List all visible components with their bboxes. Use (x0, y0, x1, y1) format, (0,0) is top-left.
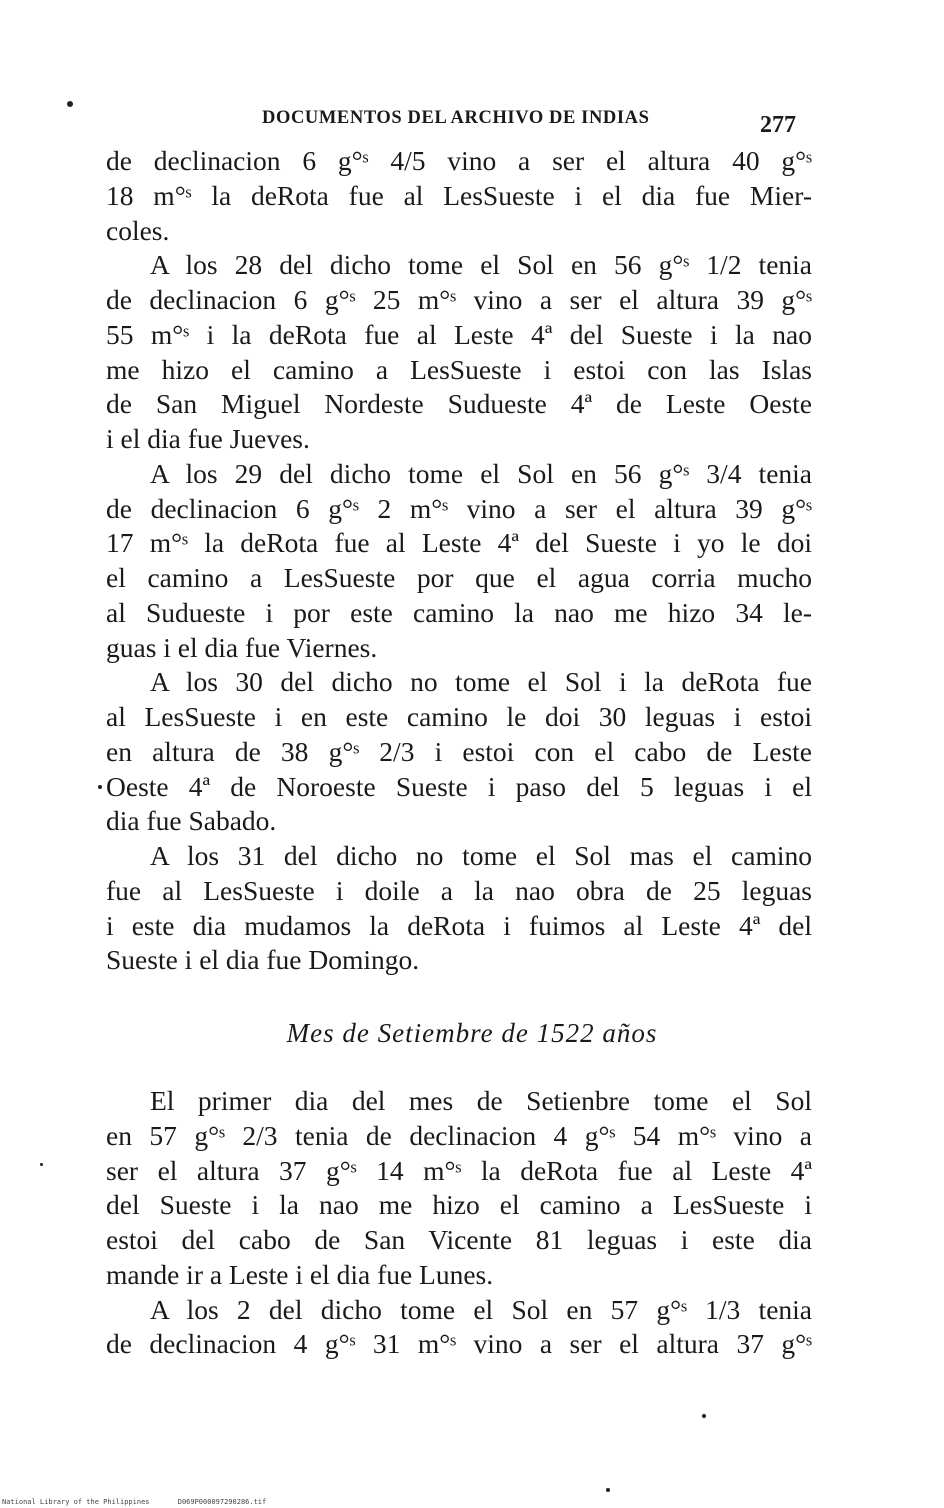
text-line: guas i el dia fue Viernes. (106, 631, 378, 663)
text-line: 18 m°ˢ la deRota fue al LesSueste i el dia fue Mier- (106, 179, 812, 211)
running-title: DOCUMENTOS DEL ARCHIVO DE INDIAS (262, 108, 650, 128)
text-line: 55 m°ˢ i la deRota fue al Leste 4ª del Sueste i la nao (106, 318, 812, 350)
text-line: i este dia mudamos la deRota i fuimos al Leste 4ª del (106, 909, 812, 941)
body-text (106, 144, 812, 978)
text-line: A los 30 del dicho no tome el Sol i la deRota fue (150, 666, 812, 698)
text-line: A los 29 del dicho tome el Sol en 56 g°ˢ 3/4 tenia (150, 457, 812, 489)
scan-speck (98, 785, 102, 789)
text-line: al Sudueste i por este camino la nao me hizo 34 le- (106, 596, 812, 628)
text-line: ser el altura 37 g°ˢ 14 m°ˢ la deRota fue al Leste 4ª (106, 1154, 812, 1186)
text-line: dia fue Sabado. (106, 805, 277, 837)
scan-speck (67, 101, 73, 107)
scan-footer (2, 1498, 290, 1506)
text-line: fue al LesSueste i doile a la nao obra de 25 leguas (106, 874, 812, 906)
scan-speck (702, 1414, 706, 1418)
text-line: 17 m°ˢ la deRota fue al Leste 4ª del Sueste i yo le doi (106, 527, 812, 559)
page-number: 277 (760, 112, 796, 138)
text-line: de San Miguel Nordeste Sudueste 4ª de Leste Oeste (106, 388, 812, 420)
text-line: de declinacion 6 g°ˢ 25 m°ˢ vino a ser el altura 39 g°ˢ (106, 284, 812, 315)
text-line: mande ir a Leste i el dia fue Lunes. (106, 1258, 494, 1290)
section-heading: Mes de Setiembre de 1522 años (286, 1018, 658, 1048)
footer-file-id: D069P000097290286.tif (177, 1498, 267, 1506)
section-text (106, 1084, 812, 1362)
text-line: me hizo el camino a LesSueste i estoi con las Islas (106, 353, 812, 385)
text-line: A los 31 del dicho no tome el Sol mas el camino (150, 840, 812, 871)
scan-speck (40, 1163, 43, 1166)
text-line: El primer dia del mes de Setienbre tome el Sol (150, 1085, 812, 1116)
text-line: coles. (106, 214, 170, 246)
text-line: del Sueste i la nao me hizo el camino a LesSueste i (106, 1189, 812, 1221)
text-line: de declinacion 4 g°ˢ 31 m°ˢ vino a ser el altura 37 g°ˢ (106, 1328, 812, 1360)
text-line: A los 2 del dicho tome el Sol en 57 g°ˢ 1/3 tenia (150, 1293, 812, 1325)
text-line: en altura de 38 g°ˢ 2/3 i estoi con el cabo de Leste (106, 735, 812, 767)
text-line: el camino a LesSueste por que el agua corria mucho (106, 562, 812, 593)
text-line: al LesSueste i en este camino le doi 30 leguas i estoi (106, 701, 812, 732)
text-line: A los 28 del dicho tome el Sol en 56 g°ˢ 1/2 tenia (150, 249, 812, 281)
text-line: Oeste 4ª de Noroeste Sueste i paso del 5 leguas i el (106, 770, 812, 802)
text-line: en 57 g°ˢ 2/3 tenia de declinacion 4 g°ˢ 54 m°ˢ vino a (106, 1119, 812, 1151)
text-line: de declinacion 6 g°ˢ 4/5 vino a ser el altura 40 g°ˢ (106, 145, 812, 176)
text-line: de declinacion 6 g°ˢ 2 m°ˢ vino a ser el altura 39 g°ˢ (106, 492, 812, 524)
footer-library: National Library of the Philippines (2, 1498, 150, 1506)
text-line: Sueste i el dia fue Domingo. (106, 944, 420, 976)
scan-speck (606, 1488, 610, 1492)
text-line: i el dia fue Jueves. (106, 423, 310, 454)
text-line: estoi del cabo de San Vicente 81 leguas i este dia (106, 1224, 812, 1255)
